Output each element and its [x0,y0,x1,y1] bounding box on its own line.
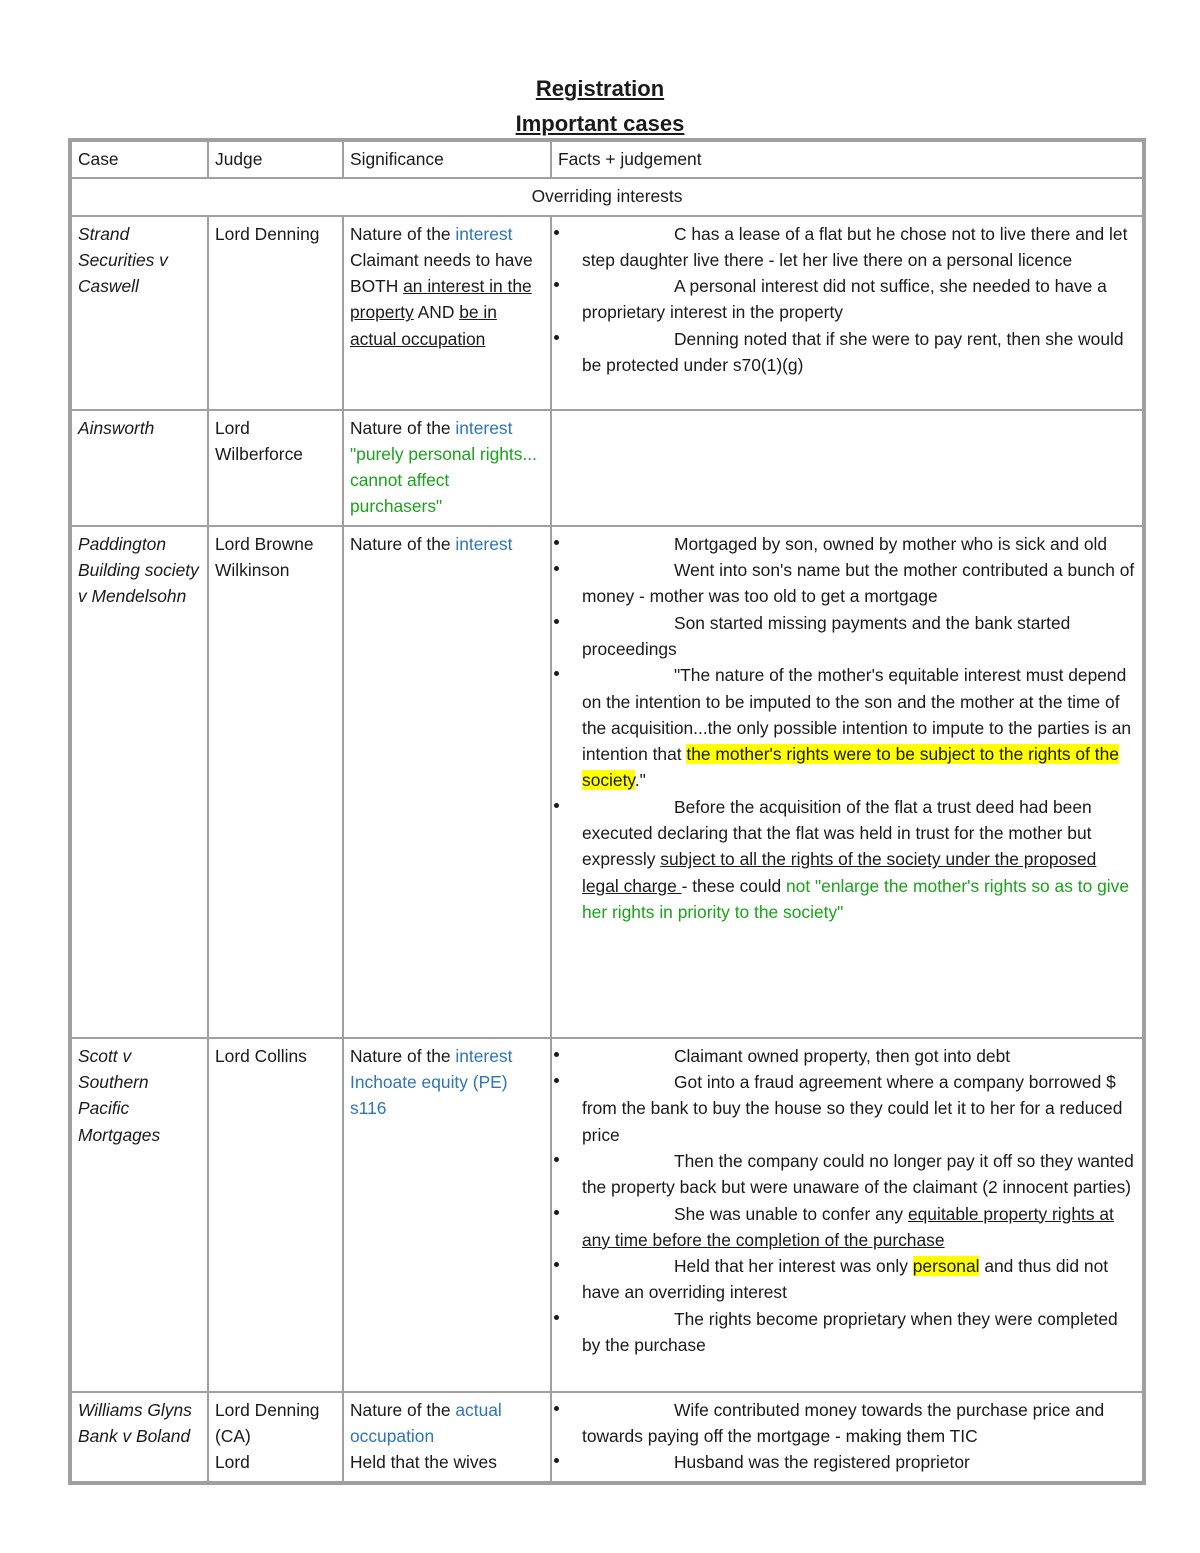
col-header-facts: Facts + judgement [551,141,1143,178]
significance-cell: Nature of the interest Inchoate equity (PE) s116 [343,1038,551,1392]
case-name: Strand Securities v Caswell [71,216,208,410]
section-row [71,178,1143,215]
list-item: The rights become proprietary when they were completed by the purchase [558,1306,1136,1359]
facts-cell [551,1392,1143,1482]
table-row [71,216,1143,410]
section-heading: Overriding interests [71,178,1143,215]
col-header-case: Case [71,141,208,178]
judge-name: Lord Denning [208,216,343,410]
list-item: Went into son's name but the mother contributed a bunch of money - mother was too old to get a mortgage [558,557,1136,610]
judge-name: Lord Denning (CA) Lord [208,1392,343,1482]
list-item: Held that her interest was only personal and thus did not have an overriding interest [558,1253,1136,1306]
facts-cell [551,1038,1143,1392]
table-row [71,1392,1143,1482]
list-item: A personal interest did not suffice, she needed to have a proprietary interest in the property [558,273,1136,326]
case-name: Ainsworth [71,410,208,526]
table-row [71,1038,1143,1392]
list-item: Son started missing payments and the bank started proceedings [558,610,1136,663]
list-item: "The nature of the mother's equitable interest must depend on the intention to be imputed to the son and the mother at the time of the acquisition...the only possible intention to impute to the parties is an intention that the mother's rights were to be subject to the rights of the society." [558,662,1136,793]
header-row [71,141,1143,178]
document-subtitle: Important cases [515,111,685,136]
facts-cell [551,216,1143,410]
significance-cell: Nature of the interest Claimant needs to have BOTH an interest in the property AND be in actual occupation [343,216,551,410]
case-name: Scott v Southern Pacific Mortgages [71,1038,208,1392]
facts-cell [551,526,1143,1038]
significance-cell: Nature of the interest [343,526,551,1038]
col-header-significance: Significance [343,141,551,178]
list-item: Mortgaged by son, owned by mother who is sick and old [558,531,1136,557]
facts-cell [551,410,1143,526]
case-name: Williams Glyns Bank v Boland [71,1392,208,1482]
significance-cell: Nature of the actual occupation Held that the wives [343,1392,551,1482]
judge-name: Lord Wilberforce [208,410,343,526]
significance-cell: Nature of the interest "purely personal rights... cannot affect purchasers" [343,410,551,526]
document-title: Registration [535,76,665,101]
list-item: C has a lease of a flat but he chose not to live there and let step daughter live there - let her live there on a personal licence [558,221,1136,274]
judge-name: Lord Browne Wilkinson [208,526,343,1038]
cases-table [68,138,1146,1485]
list-item: Before the acquisition of the flat a trust deed had been executed declaring that the flat was held in trust for the mother but expressly subject to all the rights of the society under the proposed legal charge - these could not "enlarge the mother's rights so as to give her rights in priority to the society" [558,794,1136,925]
judge-name: Lord Collins [208,1038,343,1392]
col-header-judge: Judge [208,141,343,178]
case-name: Paddington Building society v Mendelsohn [71,526,208,1038]
list-item: Denning noted that if she were to pay rent, then she would be protected under s70(1)(g) [558,326,1136,379]
list-item: Got into a fraud agreement where a company borrowed $ from the bank to buy the house so they could let it to her for a reduced price [558,1069,1136,1148]
list-item: Wife contributed money towards the purchase price and towards paying off the mortgage - making them TIC [558,1397,1136,1450]
table-row [71,410,1143,526]
list-item: Then the company could no longer pay it off so they wanted the property back but were unaware of the claimant (2 innocent parties) [558,1148,1136,1201]
list-item: Claimant owned property, then got into debt [558,1043,1136,1069]
list-item: She was unable to confer any equitable property rights at any time before the completion of the purchase [558,1201,1136,1254]
list-item: Husband was the registered proprietor [558,1449,1136,1475]
table-row [71,526,1143,1038]
